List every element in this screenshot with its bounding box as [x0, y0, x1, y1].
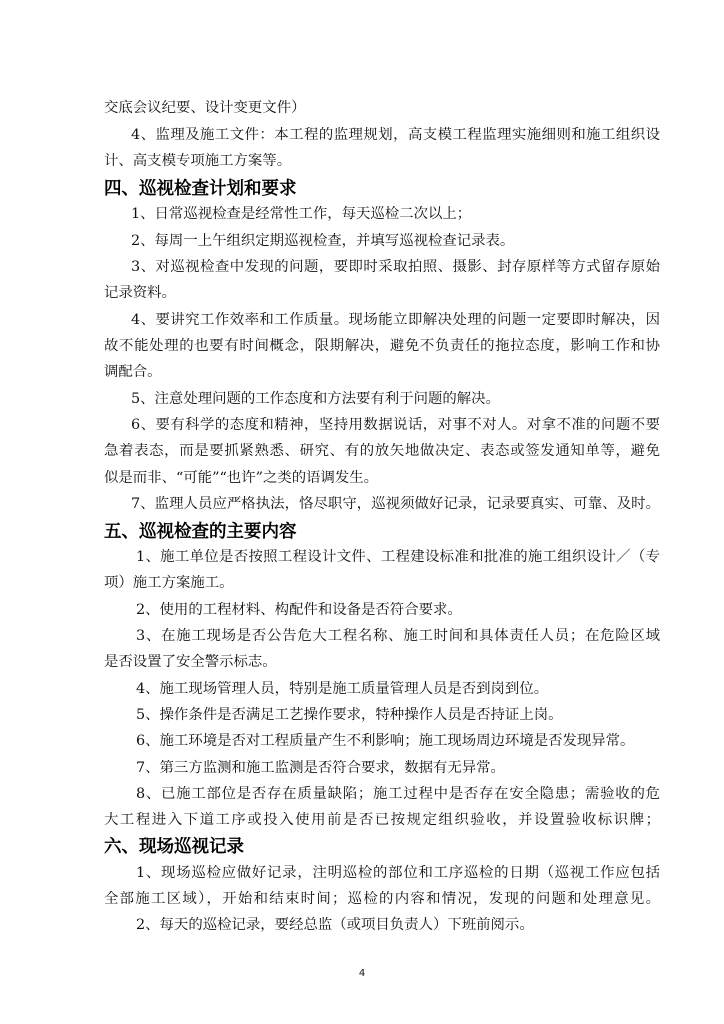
text-line: 7、第三方监测和施工监测是否符合要求，数据有无异常。	[136, 760, 505, 776]
text-line: 是否设置了安全警示标志。	[104, 654, 277, 670]
text-line: 1、施工单位是否按照工程设计文件、工程建设标准和批准的施工组织设计／（专	[136, 549, 660, 565]
text-line: 急着表态，而是要抓紧熟悉、研究、有的放矢地做决定、表态或签发通知单等，避免	[104, 443, 660, 459]
page-number: 4	[358, 968, 366, 979]
text-line: 计、高支模专项施工方案等。	[104, 153, 292, 169]
text-line: 4、监理及施工文件：本工程的监理规划，高支模工程监理实施细则和施工组织设	[131, 127, 660, 143]
text-line: 似是而非、“可能”“也许”之类的语调发生。	[104, 470, 379, 486]
text-line: 2、每天的巡检记录，要经总监（或项目负责人）下班前阅示。	[136, 917, 534, 933]
text-line: 2、使用的工程材料、构配件和设备是否符合要求。	[136, 602, 462, 618]
text-line: 记录资料。	[104, 285, 176, 301]
section-heading-5: 五、巡视检查的主要内容	[104, 522, 297, 542]
text-line: 3、对巡视检查中发现的问题，要即时采取拍照、摄影、封存原样等方式留存原始	[131, 259, 660, 275]
text-line: 故不能处理的也要有时间概念，限期解决，避免不负责任的拖拉态度，影响工作和协	[104, 338, 660, 354]
text-line: 4、施工现场管理人员，特别是施工质量管理人员是否到岗到位。	[136, 681, 549, 697]
text-line: 8、已施工部位是否存在质量缺陷；施工过程中是否存在安全隐患；需验收的危	[136, 786, 660, 802]
text-line: 1、现场巡检应做好记录，注明巡检的部位和工序巡检的日期（巡视工作应包括	[136, 865, 660, 881]
text-line: 项）施工方案施工。	[104, 575, 234, 591]
text-line: 2、每周一上午组织定期巡视检查，并填写巡视检查记录表。	[131, 233, 515, 249]
text-line: 7、监理人员应严格执法，恪尽职守，巡视须做好记录，记录要真实、可靠、及时。	[131, 496, 660, 512]
text-line: 全部施工区域），开始和结束时间；巡检的内容和情况，发现的问题和处理意见。	[104, 891, 660, 907]
section-heading-4: 四、巡视检查计划和要求	[104, 179, 297, 199]
text-line: 6、要有科学的态度和精神，坚持用数据说话，对事不对人。对拿不准的问题不要	[131, 417, 660, 433]
text-line: 1、日常巡视检查是经常性工作，每天巡检二次以上；	[131, 206, 472, 222]
text-line: 大工程进入下道工序或投入使用前是否已按规定组织验收，并设置验收标识牌；	[104, 812, 660, 828]
text-line: 交底会议纪要、设计变更文件）	[104, 100, 306, 116]
text-line: 6、施工环境是否对工程质量产生不利影响；施工现场周边环境是否发现异常。	[136, 733, 635, 749]
text-line: 3、在施工现场是否公告危大工程名称、施工时间和具体责任人员；在危险区域	[136, 628, 660, 644]
text-line: 5、注意处理问题的工作态度和方法要有利于问题的解决。	[131, 391, 500, 407]
text-line: 调配合。	[104, 364, 162, 380]
text-line: 5、操作条件是否满足工艺操作要求，特种操作人员是否持证上岗。	[136, 707, 563, 723]
text-line: 4、要讲究工作效率和工作质量。现场能立即解决处理的问题一定要即时解决，因	[131, 312, 660, 328]
section-heading-6: 六、现场巡视记录	[104, 837, 244, 857]
